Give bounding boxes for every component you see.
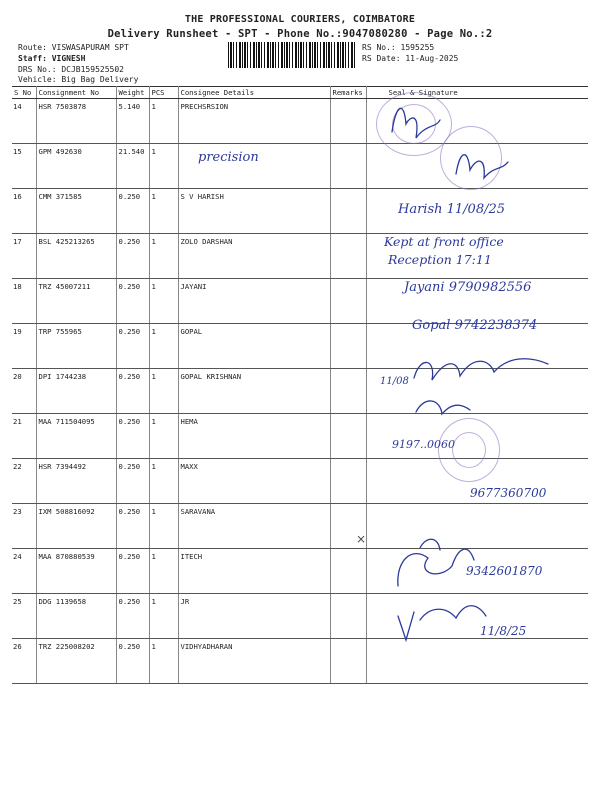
col-header-seal: Seal & Signature (366, 87, 588, 99)
cell-sno: 17 (12, 234, 36, 279)
cell-pcs: 1 (149, 189, 178, 234)
cell-consignment: TRZ 45007211 (36, 279, 116, 324)
cell-consignment: MAA 711504095 (36, 414, 116, 459)
cell-sno: 22 (12, 459, 36, 504)
signature-row25-b (420, 539, 440, 550)
cell-sno: 23 (12, 504, 36, 549)
cell-consignee: GOPAL (178, 324, 330, 369)
cell-consignment: MAA 870880539 (36, 549, 116, 594)
cell-sno: 20 (12, 369, 36, 414)
cell-pcs: 1 (149, 504, 178, 549)
cell-consignment: HSR 7503878 (36, 99, 116, 144)
handwritten-zolo-line1: Kept at front office (384, 234, 504, 249)
cell-sno: 15 (12, 144, 36, 189)
cell-weight: 0.250 (116, 324, 149, 369)
handwritten-saravana-phone: 9677360700 (470, 486, 547, 500)
cell-consignment: BSL 425213265 (36, 234, 116, 279)
col-header-weight: Weight (116, 87, 149, 99)
cell-consignee: JR (178, 594, 330, 639)
cell-weight: 21.540 (116, 144, 149, 189)
handwritten-zolo-line2: Reception 17:11 (388, 252, 492, 267)
vehicle-label: Vehicle: Big Bag Delivery (18, 75, 139, 84)
col-header-consignment: Consignment No (36, 87, 116, 99)
cell-sno: 19 (12, 324, 36, 369)
handwritten-harish: Harish 11/08/25 (398, 202, 506, 217)
cell-sno: 14 (12, 99, 36, 144)
cell-sno: 24 (12, 549, 36, 594)
staff-label: Staff: VIGNESH (18, 54, 86, 63)
cell-pcs: 1 (149, 414, 178, 459)
cell-consignment: TRZ 225008202 (36, 639, 116, 684)
cell-weight: 0.250 (116, 369, 149, 414)
cell-sno: 18 (12, 279, 36, 324)
rs-number: RS No.: 1595255 (362, 43, 435, 52)
cell-consignee: HEMA (178, 414, 330, 459)
cell-weight: 0.250 (116, 594, 149, 639)
cell-pcs: 1 (149, 639, 178, 684)
cell-pcs: 1 (149, 369, 178, 414)
cell-pcs: 1 (149, 144, 178, 189)
cell-consignee: SARAVANA (178, 504, 330, 549)
cell-sno: 21 (12, 414, 36, 459)
col-header-consignee: Consignee Details (178, 87, 330, 99)
cell-consignee: GOPAL KRISHNAN (178, 369, 330, 414)
cell-consignee: ITECH (178, 549, 330, 594)
cell-weight: 0.250 (116, 459, 149, 504)
cell-sno: 25 (12, 594, 36, 639)
signature-row25 (398, 549, 474, 586)
handwritten-precision: precision (198, 150, 259, 165)
signature-row20 (414, 359, 548, 380)
cell-consignment: DPI 1744238 (36, 369, 116, 414)
cell-consignee: JAYANI (178, 279, 330, 324)
cell-consignee: S V HARISH (178, 189, 330, 234)
cell-consignee: MAXX (178, 459, 330, 504)
cell-consignment: IXM 508816092 (36, 504, 116, 549)
cell-consignment: GPM 492630 (36, 144, 116, 189)
handwritten-jr-phone: 9342601870 (466, 564, 543, 578)
handwritten-vidhya-date: 11/8/25 (480, 624, 527, 638)
cell-sno: 16 (12, 189, 36, 234)
cell-consignment: HSR 7394492 (36, 459, 116, 504)
cell-weight: 0.250 (116, 549, 149, 594)
cell-pcs: 1 (149, 234, 178, 279)
cell-pcs: 1 (149, 594, 178, 639)
signature-row26 (398, 606, 486, 640)
cell-weight: 0.250 (116, 189, 149, 234)
cell-consignee: ZOLO DARSHAN (178, 234, 330, 279)
handwritten-maxx-phone: 9197..0060 (392, 438, 455, 451)
signature-row21 (416, 401, 470, 414)
cell-pcs: 1 (149, 459, 178, 504)
signature-row14 (392, 108, 440, 138)
cell-consignment: TRP 755965 (36, 324, 116, 369)
cell-sno: 26 (12, 639, 36, 684)
route-label: Route: VISWASAPURAM SPT (18, 43, 129, 52)
cell-weight: 5.140 (116, 99, 149, 144)
runsheet-subtitle: Delivery Runsheet - SPT - Phone No.:9047080280 - Page No.:2 (107, 28, 493, 40)
cell-consignment: DDG 1139658 (36, 594, 116, 639)
cell-weight: 0.250 (116, 414, 149, 459)
drs-number: DRS No.: DCJB159525502 (18, 65, 124, 74)
cell-weight: 0.250 (116, 234, 149, 279)
cell-pcs: 1 (149, 549, 178, 594)
cell-pcs: 1 (149, 279, 178, 324)
handwritten-gopal: Gopal 9742238374 (412, 318, 538, 333)
rs-date: RS Date: 11-Aug-2025 (362, 54, 459, 63)
col-header-pcs: PCS (149, 87, 178, 99)
handwritten-gopal-date: 11/08 (380, 376, 409, 387)
company-title: THE PROFESSIONAL COURIERS, COIMBATORE (184, 14, 416, 25)
cell-pcs: 1 (149, 324, 178, 369)
col-header-remarks: Remarks (330, 87, 366, 99)
cell-weight: 0.250 (116, 639, 149, 684)
cell-pcs: 1 (149, 99, 178, 144)
cell-weight: 0.250 (116, 279, 149, 324)
signature-row15 (456, 155, 508, 178)
cell-weight: 0.250 (116, 504, 149, 549)
handwritten-remarks-mark: × (356, 532, 367, 546)
cell-consignee: PRECHSRSION (178, 99, 330, 144)
handwritten-jayani: Jayani 9790982556 (404, 280, 532, 295)
col-header-sno: S No (12, 87, 36, 99)
cell-consignment: CMM 371585 (36, 189, 116, 234)
cell-consignee: VIDHYADHARAN (178, 639, 330, 684)
